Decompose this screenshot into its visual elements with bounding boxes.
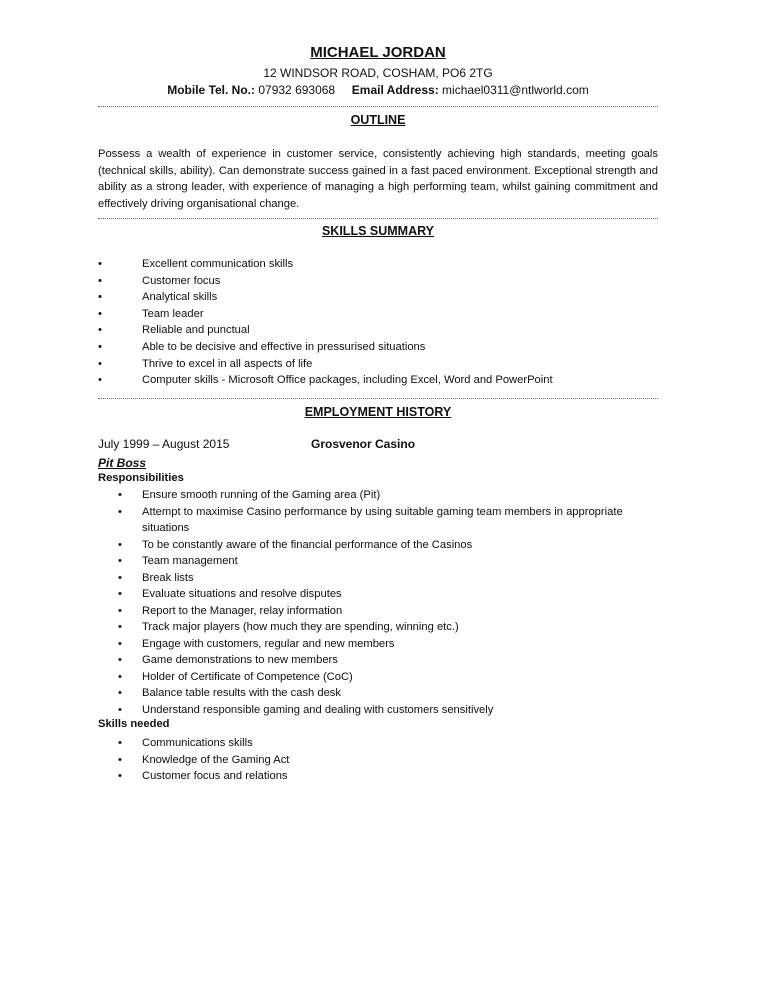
list-item: • Analytical skills [98,289,658,306]
bullet-icon: • [98,324,102,337]
contact-line [98,83,658,97]
list-item: • To be constantly aware of the financial performance of the Casinos [98,537,658,554]
bullet-icon: • [118,588,122,600]
list-item: • Reliable and punctual [98,322,658,339]
list-item: • Break lists [98,570,658,587]
outline-heading: OUTLINE [350,113,406,127]
list-item: • Computer skills - Microsoft Office packages, including Excel, Word and PowerPoint [98,372,658,389]
list-item: • Evaluate situations and resolve disputes [98,586,658,603]
responsibilities-heading: Responsibilities [98,472,184,484]
skills-summary-heading: SKILLS SUMMARY [321,224,435,238]
bullet-icon: • [118,538,122,551]
list-item: • Holder of Certificate of Competence (CoC) [98,669,658,686]
section-divider [98,106,658,107]
bullet-icon: • [98,357,102,370]
mobile-value: 07932 693068 [258,83,336,97]
list-item: • Understand responsible gaming and dealing with customers sensitively [98,702,658,719]
bullet-icon: • [118,770,122,782]
bullet-icon: • [118,489,122,501]
bullet-icon: • [118,687,122,699]
list-item: • Thrive to excel in all aspects of life [98,356,658,373]
list-item: • Communications skills [98,735,658,752]
list-item: • Track major players (how much they are spending, winning etc.) [98,619,658,636]
bullet-icon: • [98,307,102,320]
bullet-icon: • [98,374,102,387]
section-divider [98,218,658,219]
list-item: • Ensure smooth running of the Gaming area (Pit) [98,487,658,504]
employment-history-heading: EMPLOYMENT HISTORY [304,405,452,419]
skills-needed-list [98,735,658,785]
list-item: • Report to the Manager, relay information [98,603,658,620]
list-item: • Attempt to maximise Casino performance by using suitable gaming team members in appropriate situations [118,505,623,534]
list-item: • Team leader [98,306,658,323]
bullet-icon: • [118,571,122,584]
email-value: michael0311@ntlworld.com [442,83,589,97]
bullet-icon: • [98,340,102,353]
bullet-icon: • [118,505,122,518]
list-item: • Engage with customers, regular and new members [98,636,658,653]
address-line: 12 WINDSOR ROAD, COSHAM, PO6 2TG [263,66,493,80]
job-dates: July 1999 – August 2015 [98,437,230,451]
list-item: • Balance table results with the cash desk [98,685,658,702]
mobile-label: Mobile Tel. No.: [167,83,256,97]
list-item: • Game demonstrations to new members [98,652,658,669]
bullet-icon: • [118,670,122,683]
bullet-icon: • [98,258,102,270]
job-company: Grosvenor Casino [311,437,416,451]
list-item: • Excellent communication skills [98,256,658,273]
outline-text: Possess a wealth of experience in customer service, consistently achieving high standards, meeting goals (technical skills, ability). Can demonstrate success gained in a fast paced environment. Exceptional strength and ability as a strong leader, with experience of managing a high performing team, whilst gaining commitment and effectively driving organisational change. [98,148,658,210]
bullet-icon: • [98,274,102,287]
skills-needed-heading: Skills needed [98,718,170,730]
bullet-icon: • [118,737,122,749]
email-label: Email Address: [351,83,439,97]
bullet-icon: • [118,703,122,716]
list-item: • Customer focus [98,273,658,290]
bullet-icon: • [118,753,122,766]
bullet-icon: • [98,291,102,304]
bullet-icon: • [118,621,122,633]
list-item: • Able to be decisive and effective in pressurised situations [98,339,658,356]
section-divider [98,398,658,399]
responsibilities-list [98,487,658,718]
candidate-name: MICHAEL JORDAN [310,44,446,61]
skills-summary-list [98,256,658,389]
bullet-icon: • [118,637,122,650]
list-item: • Customer focus and relations [98,768,658,785]
list-item: • Team management [98,553,658,570]
list-item: • Knowledge of the Gaming Act [98,752,658,769]
job-title: Pit Boss [98,456,147,470]
bullet-icon: • [118,604,122,617]
bullet-icon: • [118,654,122,666]
bullet-icon: • [118,555,122,567]
